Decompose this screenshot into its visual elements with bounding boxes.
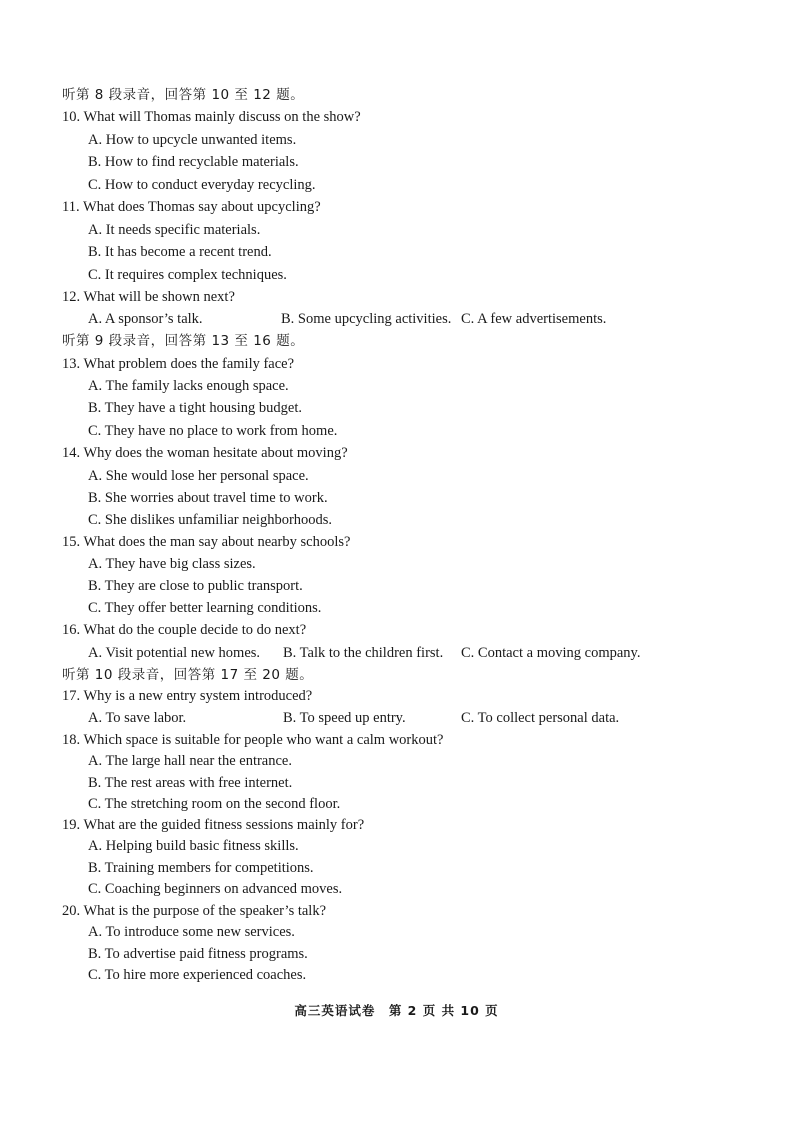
question-19-stem: 19. What are the guided fitness sessions mainly for?	[62, 817, 365, 833]
question-15-stem: 15. What does the man say about nearby schools?	[62, 534, 351, 550]
question-11-option-c: C. It requires complex techniques.	[88, 267, 287, 283]
question-15-option-a: A. They have big class sizes.	[88, 556, 256, 572]
question-12-stem: 12. What will be shown next?	[62, 289, 235, 305]
question-13-option-c: C. They have no place to work from home.	[88, 423, 338, 439]
question-14-option-c: C. She dislikes unfamiliar neighborhoods.	[88, 512, 333, 528]
question-15-option-b: B. They are close to public transport.	[88, 578, 303, 594]
question-20-option-b: B. To advertise paid fitness programs.	[88, 946, 308, 962]
question-16-option-b: B. Talk to the children first.	[283, 645, 444, 661]
section-header-10: 听第 10 段录音，回答第 17 至 20 题。	[62, 667, 314, 683]
question-20-option-a: A. To introduce some new services.	[88, 924, 295, 940]
question-13-option-a: A. The family lacks enough space.	[88, 378, 289, 394]
page-footer: 高三英语试卷 第 2 页 共 10 页	[294, 1003, 499, 1018]
question-13-stem: 13. What problem does the family face?	[62, 356, 295, 372]
section-header-9: 听第 9 段录音，回答第 13 至 16 题。	[62, 333, 305, 349]
question-18-option-c: C. The stretching room on the second floor.	[88, 796, 341, 812]
question-19-option-b: B. Training members for competitions.	[88, 860, 314, 876]
question-14-option-a: A. She would lose her personal space.	[88, 468, 309, 484]
question-16-stem: 16. What do the couple decide to do next?	[62, 622, 307, 638]
question-10-option-a: A. How to upcycle unwanted items.	[88, 132, 297, 148]
question-19-option-a: A. Helping build basic fitness skills.	[88, 838, 299, 854]
section-header-8: 听第 8 段录音，回答第 10 至 12 题。	[62, 87, 305, 103]
question-17-option-c: C. To collect personal data.	[461, 710, 620, 726]
question-19-option-c: C. Coaching beginners on advanced moves.	[88, 881, 343, 897]
question-15-option-c: C. They offer better learning conditions.	[88, 600, 322, 616]
question-10-option-b: B. How to find recyclable materials.	[88, 154, 299, 170]
question-11-option-b: B. It has become a recent trend.	[88, 244, 272, 260]
question-17-option-b: B. To speed up entry.	[283, 710, 406, 726]
question-10-option-c: C. How to conduct everyday recycling.	[88, 177, 316, 193]
question-16-option-c: C. Contact a moving company.	[461, 645, 641, 661]
question-17-option-a: A. To save labor.	[88, 710, 187, 726]
question-18-option-a: A. The large hall near the entrance.	[88, 753, 292, 769]
question-20-option-c: C. To hire more experienced coaches.	[88, 967, 307, 983]
question-10-stem: 10. What will Thomas mainly discuss on the show?	[62, 109, 361, 125]
question-14-stem: 14. Why does the woman hesitate about moving?	[62, 445, 348, 461]
question-11-option-a: A. It needs specific materials.	[88, 222, 261, 238]
question-12-option-c: C. A few advertisements.	[461, 311, 607, 327]
question-14-option-b: B. She worries about travel time to work.	[88, 490, 328, 506]
question-11-stem: 11. What does Thomas say about upcycling?	[62, 199, 321, 215]
question-12-option-b: B. Some upcycling activities.	[281, 311, 452, 327]
question-18-option-b: B. The rest areas with free internet.	[88, 775, 293, 791]
question-16-option-a: A. Visit potential new homes.	[88, 645, 261, 661]
question-13-option-b: B. They have a tight housing budget.	[88, 400, 302, 416]
question-12-option-a: A. A sponsor’s talk.	[88, 311, 203, 327]
question-18-stem: 18. Which space is suitable for people who want a calm workout?	[62, 732, 444, 748]
question-17-stem: 17. Why is a new entry system introduced?	[62, 688, 313, 704]
question-20-stem: 20. What is the purpose of the speaker’s talk?	[62, 903, 327, 919]
